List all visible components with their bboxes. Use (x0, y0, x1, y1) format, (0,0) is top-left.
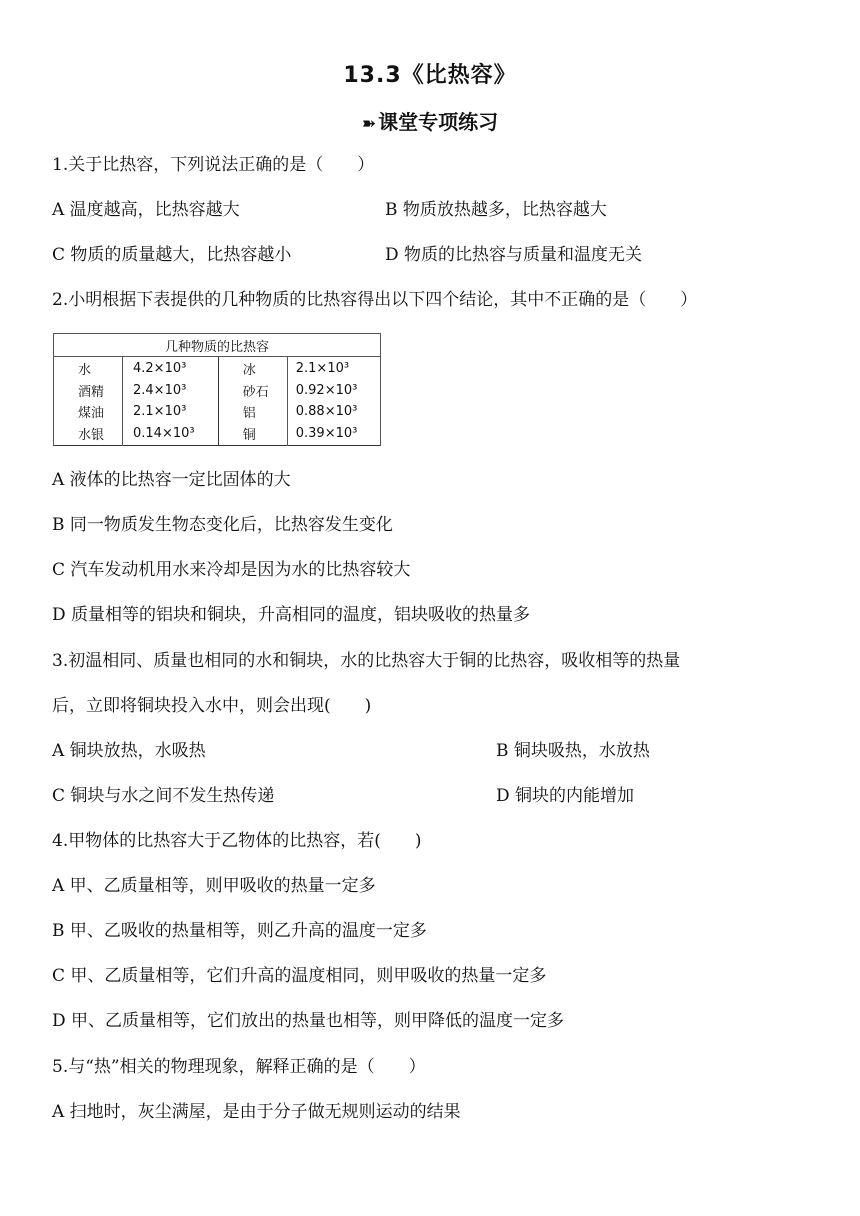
q1-option-b: B 物质放热越多，比热容越大 (385, 200, 607, 220)
q2-option-b: B 同一物质发生物态变化后，比热容发生变化 (52, 515, 393, 535)
q4-stem: 4.甲物体的比热容大于乙物体的比热容，若( ) (52, 831, 422, 851)
q2-option-c: C 汽车发动机用水来冷却是因为水的比热容较大 (52, 560, 411, 580)
q3-option-b: B 铜块吸热，水放热 (496, 741, 650, 761)
page-title: 13.3《比热容》 (343, 63, 517, 88)
table-cell: 0.14×10³ (123, 423, 219, 446)
table-cell: 煤油 (54, 401, 123, 423)
q3-option-c: C 铜块与水之间不发生热传递 (52, 786, 275, 806)
q3-option-a: A 铜块放热，水吸热 (52, 741, 206, 761)
q5-option-a: A 扫地时，灰尘满屋，是由于分子做无规则运动的结果 (52, 1102, 461, 1122)
q5-stem: 5.与“热”相关的物理现象，解释正确的是（ ） (52, 1057, 426, 1077)
q1-option-a: A 温度越高，比热容越大 (52, 200, 240, 220)
table-cell: 2.1×10³ (287, 357, 380, 380)
table-cell: 水银 (54, 423, 123, 446)
table-row (54, 379, 381, 401)
q3-option-d: D 铜块的内能增加 (496, 786, 635, 806)
table-cell: 水 (54, 357, 123, 380)
section-heading (0, 106, 860, 135)
q1-option-c: C 物质的质量越大，比热容越小 (52, 245, 292, 265)
table-cell: 0.88×10³ (287, 401, 380, 423)
table-cell: 2.1×10³ (123, 401, 219, 423)
q1-stem: 1.关于比热容，下列说法正确的是（ ） (52, 155, 375, 175)
table-cell: 铝 (218, 401, 287, 423)
table-cell: 2.4×10³ (123, 379, 219, 401)
table-caption: 几种物质的比热容 (54, 334, 381, 357)
q4-option-b: B 甲、乙吸收的热量相等，则乙升高的温度一定多 (52, 921, 427, 941)
q2-option-d: D 质量相等的铝块和铜块，升高相同的温度，铝块吸收的热量多 (52, 605, 531, 625)
table-cell: 砂石 (218, 379, 287, 401)
table-row (54, 357, 381, 380)
q3-stem-line2: 后，立即将铜块投入水中，则会出现( ) (52, 696, 372, 716)
table-cell: 铜 (218, 423, 287, 446)
section-heading-text: 课堂专项练习 (378, 110, 499, 134)
table-row (54, 401, 381, 423)
q4-option-a: A 甲、乙质量相等，则甲吸收的热量一定多 (52, 876, 376, 896)
table-row (54, 423, 381, 446)
q4-option-d: D 甲、乙质量相等，它们放出的热量也相等，则甲降低的温度一定多 (52, 1011, 565, 1031)
double-arrow-icon: ➽ (361, 114, 377, 134)
table-cell: 冰 (218, 357, 287, 380)
table-cell: 酒精 (54, 379, 123, 401)
table-cell: 0.92×10³ (287, 379, 380, 401)
q4-option-c: C 甲、乙质量相等，它们升高的温度相同，则甲吸收的热量一定多 (52, 966, 547, 986)
q2-stem: 2.小明根据下表提供的几种物质的比热容得出以下四个结论，其中不正确的是（ ） (52, 290, 698, 310)
specific-heat-table (53, 333, 381, 446)
q1-option-d: D 物质的比热容与质量和温度无关 (385, 245, 643, 265)
table-cell: 0.39×10³ (287, 423, 380, 446)
q3-stem-line1: 3.初温相同、质量也相同的水和铜块，水的比热容大于铜的比热容，吸收相等的热量 (52, 651, 681, 671)
table-cell: 4.2×10³ (123, 357, 219, 380)
q2-option-a: A 液体的比热容一定比固体的大 (52, 470, 291, 490)
